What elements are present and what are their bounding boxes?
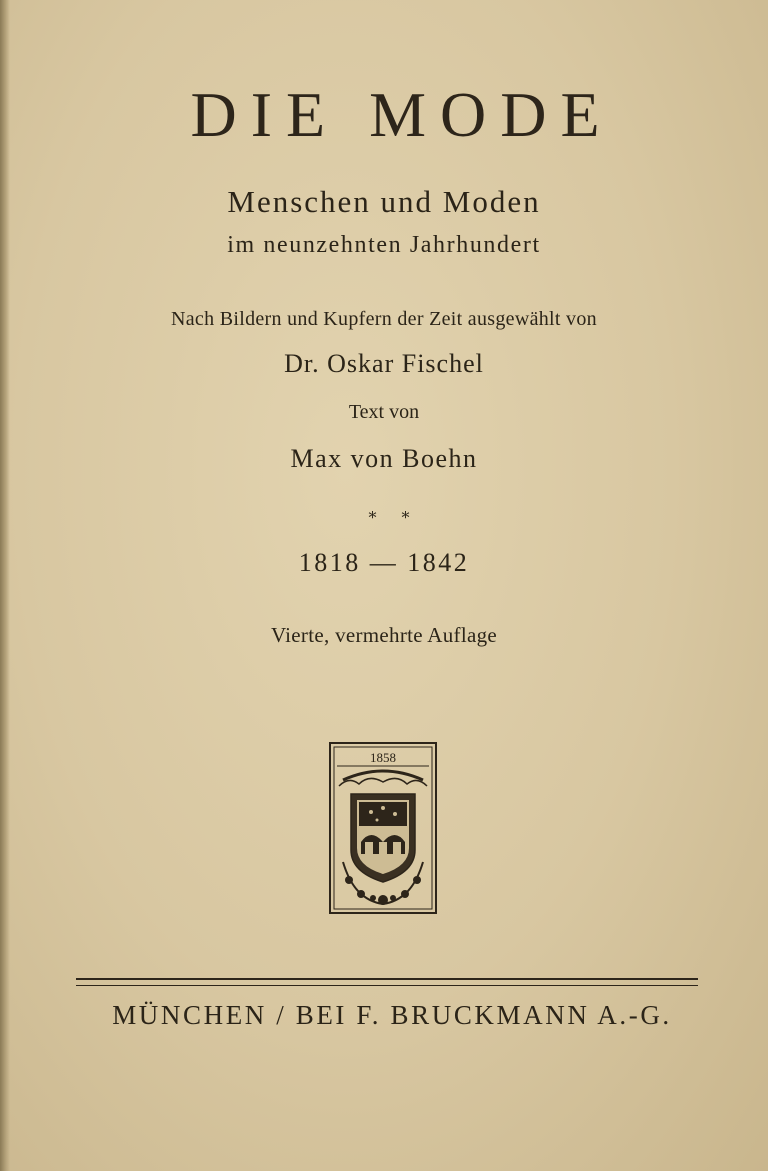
emblem-year: 1858 [370, 750, 396, 765]
publisher-emblem-icon [329, 742, 437, 914]
selector-name: Dr. Oskar Fischel [284, 349, 484, 378]
publisher-imprint: MÜNCHEN / BEI F. BRUCKMANN A.-G. [112, 1000, 672, 1030]
year-range: 1818 — 1842 [298, 548, 470, 577]
text-by-label: Text von [348, 401, 420, 423]
edition-note: Vierte, vermehrte Auflage [270, 623, 498, 647]
text-author-name: Max von Boehn [290, 444, 478, 473]
subtitle-line-2: im neunzehnten Jahrhundert [227, 232, 541, 258]
ornament-stars: * * [368, 508, 420, 527]
book-title: DIE MODE [190, 79, 614, 150]
double-rule-bottom [76, 985, 698, 986]
double-rule-top [76, 978, 698, 980]
subtitle-line-1: Menschen und Moden [227, 184, 541, 219]
page-edge [0, 0, 10, 1171]
selection-note: Nach Bildern und Kupfern der Zeit ausgewählt von [171, 308, 597, 330]
